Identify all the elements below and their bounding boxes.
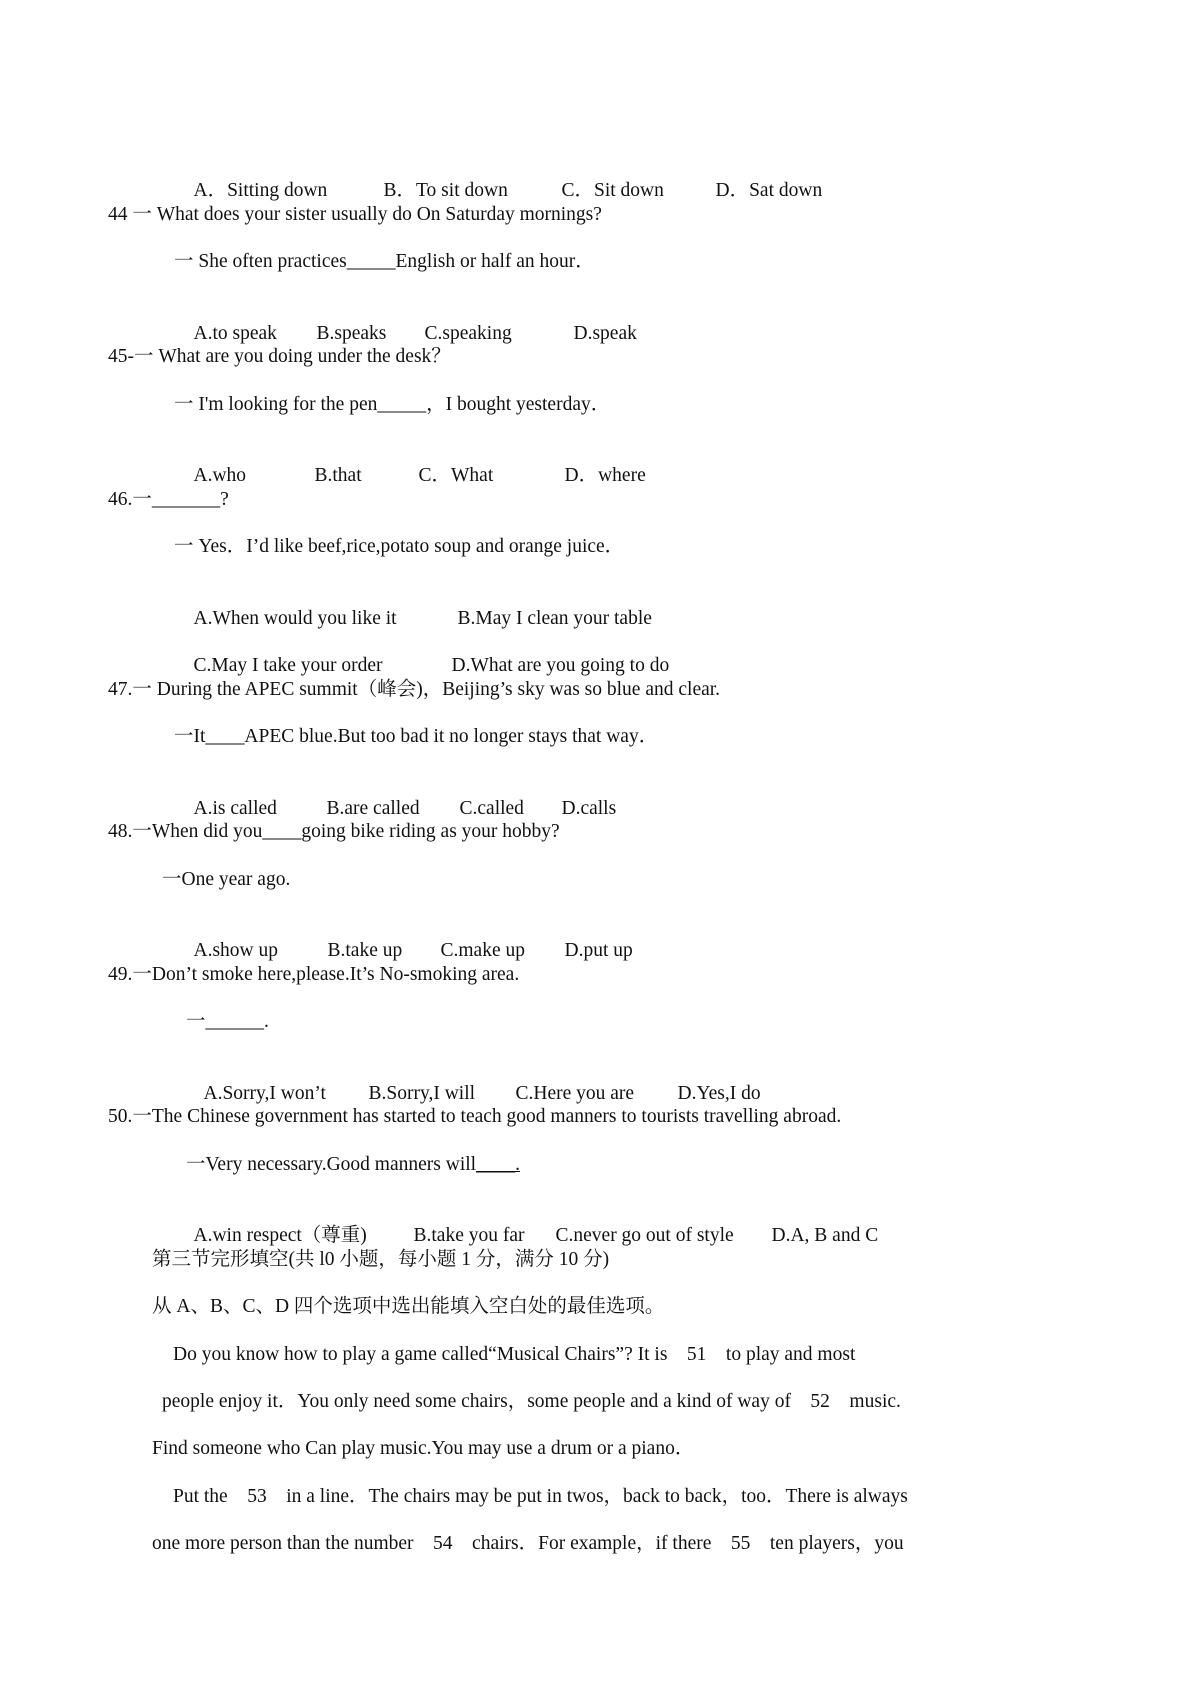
q48-question-after: going bike riding as your hobby? <box>301 821 560 842</box>
q50-question: 50.一The Chinese government has started to teach good manners to tourists travelling abroad. <box>108 1106 842 1127</box>
q46-options-row1 <box>174 583 652 629</box>
q50-option-a: A.win respect（尊重) <box>193 1225 367 1246</box>
q47-question: 47.一 During the APEC summit（峰会)，Beijing’s sky was so blue and clear. <box>108 679 721 700</box>
section-title: 第三节完形填空(共 l0 小题，每小题 1 分，满分 10 分) <box>152 1249 610 1270</box>
q50-answer-before: 一Very necessary.Good manners will <box>186 1154 477 1175</box>
q50-option-c: C.never go out of style <box>555 1225 734 1246</box>
q46-option-d: D.What are you going to do <box>451 655 670 676</box>
q43-option-d: D．Sat down <box>715 180 823 201</box>
q47-blank: ____ <box>205 726 245 747</box>
q49-option-d: D.Yes,I do <box>677 1083 761 1104</box>
q45-options <box>174 440 646 486</box>
q50-options <box>174 1200 879 1246</box>
q44-options <box>174 298 637 344</box>
q50-option-b: B.take you far <box>413 1225 525 1246</box>
q49-option-c: C.Here you are <box>515 1083 635 1104</box>
q43-option-c: C．Sit down <box>561 180 664 201</box>
q43-option-b: B．To sit down <box>383 180 508 201</box>
q44-option-c: C.speaking <box>424 323 512 344</box>
q47-option-c: C.called <box>459 798 524 819</box>
q44-answer <box>174 250 595 274</box>
q45-answer-before: 一 I'm looking for the pen <box>174 394 378 415</box>
q49-options <box>184 1058 761 1104</box>
q45-option-d: D．where <box>564 465 646 486</box>
q44-option-d: D.speak <box>573 323 637 344</box>
section-instruction: 从 A、B、C、D 四个选项中选出能填入空白处的最佳选项。 <box>152 1296 665 1317</box>
passage-line-1: Do you know how to play a game called“Musical Chairs”? It is 51 to play and most <box>173 1344 856 1365</box>
q45-blank: _____ <box>377 394 427 415</box>
q47-option-b: B.are called <box>326 798 420 819</box>
q47-option-d: D.calls <box>561 798 617 819</box>
q48-option-a: A.show up <box>193 940 279 961</box>
q48-options <box>174 915 633 961</box>
q46-options-row2 <box>174 630 670 676</box>
q44-answer-before: 一 She often practices <box>174 251 347 272</box>
q48-blank: ____ <box>262 821 302 842</box>
q45-question: 45-一 What are you doing under the desk？ <box>108 346 451 367</box>
q49-option-b: B.Sorry,I will <box>368 1083 476 1104</box>
q45-option-a: A.who <box>193 465 247 486</box>
q50-blank: ____. <box>476 1154 520 1175</box>
q50-answer <box>186 1153 520 1177</box>
q48-option-c: C.make up <box>440 940 525 961</box>
q45-answer <box>174 393 610 417</box>
q48-answer: 一One year ago. <box>162 869 291 890</box>
q47-option-a: A.is called <box>193 798 277 819</box>
q47-answer-before: 一It <box>174 726 206 747</box>
q44-option-b: B.speaks <box>316 323 387 344</box>
q44-question: 44 一 What does your sister usually do On Saturday mornings? <box>108 204 602 225</box>
q44-option-a: A.to speak <box>193 323 277 344</box>
passage-line-4: Put the 53 in a line．The chairs may be put in twos，back to back，too．There is always <box>173 1486 908 1507</box>
q49-answer: 一______. <box>186 1011 269 1032</box>
q46-option-c: C.May I take your order <box>193 655 383 676</box>
q48-question-before: 48.一When did you <box>108 821 263 842</box>
passage-line-5: one more person than the number 54 chairs．For example，if there 55 ten players，you <box>152 1533 904 1554</box>
q45-answer-after: ，I bought yesterday． <box>426 394 611 415</box>
q48-option-b: B.take up <box>327 940 403 961</box>
q46-option-b: B.May I clean your table <box>457 608 652 629</box>
q46-question: 46.一_______? <box>108 489 229 510</box>
passage-line-2: people enjoy it．You only need some chairs，some people and a kind of way of 52 music. <box>162 1391 901 1412</box>
q43-option-a: A．Sitting down <box>193 180 328 201</box>
q45-option-b: B.that <box>314 465 362 486</box>
q45-option-c: C．What <box>418 465 494 486</box>
q50-option-d: D.A, B and C <box>771 1225 879 1246</box>
q44-answer-after: English or half an hour． <box>395 251 595 272</box>
q44-blank: _____ <box>346 251 396 272</box>
q47-options <box>174 773 617 819</box>
q47-answer <box>174 725 658 749</box>
q46-answer: 一 Yes．I’d like beef,rice,potato soup and orange juice． <box>174 536 625 557</box>
q43-options <box>174 155 823 201</box>
passage-line-3: Find someone who Can play music.You may use a drum or a piano． <box>152 1438 695 1459</box>
q47-answer-after: APEC blue.But too bad it no longer stays that way． <box>244 726 659 747</box>
q48-option-d: D.put up <box>564 940 633 961</box>
q49-question: 49.一Don’t smoke here,please.It’s No-smoking area. <box>108 964 520 985</box>
q49-option-a: A.Sorry,I won’t <box>203 1083 326 1104</box>
q48-question <box>108 820 560 844</box>
q46-option-a: A.When would you like it <box>193 608 397 629</box>
